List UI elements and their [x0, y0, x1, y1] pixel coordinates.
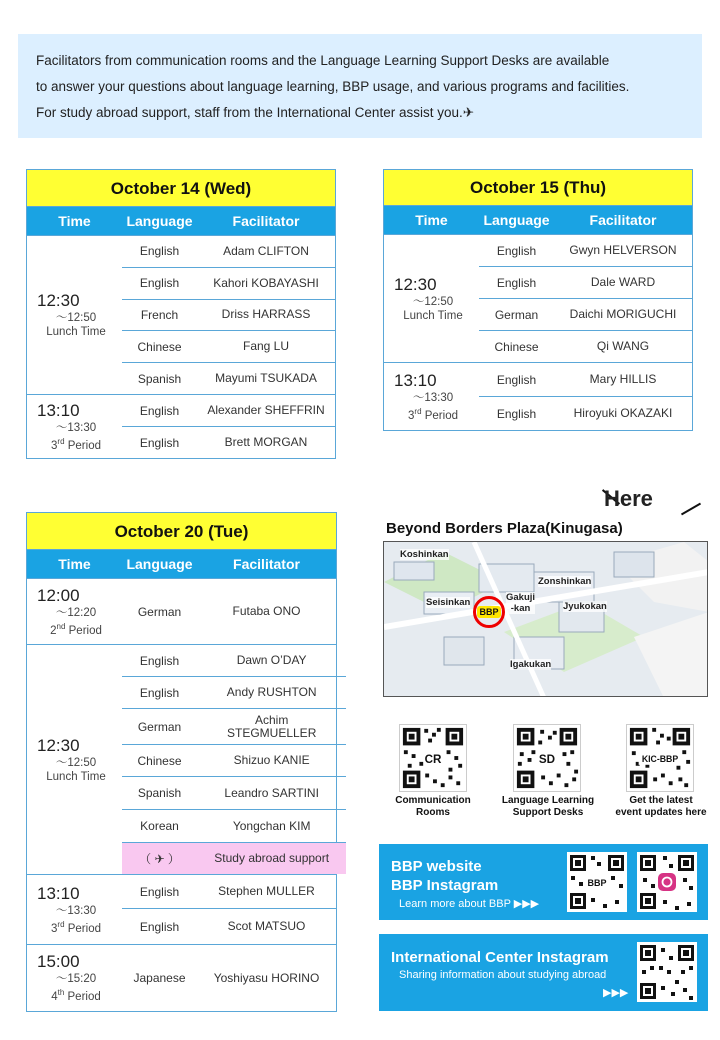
- period-suffix: rd: [414, 406, 422, 416]
- map-illustration: [384, 542, 708, 697]
- header-language: Language: [126, 213, 193, 229]
- qr-label-event-updates: Get the latest event updates here: [615, 795, 707, 818]
- time-slot: [27, 394, 335, 458]
- language-cell: Spanish: [137, 371, 182, 386]
- period-word: Period: [64, 990, 101, 1003]
- qr-code-communication-rooms[interactable]: [399, 724, 467, 792]
- study-abroad-row: [122, 843, 346, 874]
- instagram-icon: [658, 873, 676, 891]
- table-row: [479, 363, 692, 397]
- qr-code-bbp-website[interactable]: [567, 852, 627, 912]
- table-header: [384, 206, 692, 234]
- time-slot: [384, 234, 692, 362]
- slot-period: Lunch Time: [403, 309, 463, 322]
- language-cell: English: [496, 275, 537, 290]
- time-slot: [27, 578, 336, 644]
- qr-code-text: CR: [424, 752, 442, 766]
- table-row: [122, 268, 335, 300]
- slot-time: 13:10: [394, 370, 437, 390]
- period-number: 2: [50, 624, 57, 637]
- qr-code-text: BBP: [587, 878, 607, 888]
- bbp-banner[interactable]: [379, 844, 708, 920]
- slot-rows: [479, 363, 692, 430]
- time-slot: [27, 644, 336, 874]
- schedule-oct15: [383, 169, 693, 431]
- table-row: [479, 331, 692, 362]
- period-number: 3: [51, 439, 58, 452]
- language-cell: English: [139, 276, 180, 291]
- bbp-banner-sub: Learn more about BBP ▶▶▶: [399, 898, 540, 910]
- qr-label-support-desks: Language Learning Support Desks: [501, 795, 595, 818]
- facilitator-cell: Study abroad support: [214, 851, 330, 865]
- slot-rows: [122, 579, 336, 644]
- language-cell: Chinese: [494, 339, 539, 354]
- facilitator-cell: Mary HILLIS: [589, 372, 657, 386]
- slot-period: [37, 435, 115, 453]
- header-language: Language: [483, 212, 550, 228]
- table-row: [122, 427, 335, 458]
- language-cell: English: [139, 685, 180, 700]
- time-cell: [384, 363, 479, 430]
- table-row: [479, 397, 692, 430]
- period-suffix: rd: [57, 436, 65, 446]
- slot-until: ～12:20: [55, 606, 97, 619]
- table-row: [122, 363, 335, 394]
- slot-rows: [122, 875, 336, 944]
- facilitator-cell: Achim STEGMUELLER: [227, 712, 317, 740]
- table-row: [122, 810, 346, 843]
- header-facilitator: Facilitator: [589, 212, 657, 228]
- label-zonshinkan: Zonshinkan: [538, 576, 592, 587]
- label-igakukan: Igakukan: [510, 659, 552, 670]
- time-cell: [27, 945, 122, 1011]
- intro-box: [18, 34, 702, 138]
- intro-line-3: For study abroad support, staff from the International Center assist you.✈: [36, 105, 475, 120]
- time-slot: [27, 235, 335, 394]
- facilitator-cell: Fang LU: [242, 339, 290, 354]
- facilitator-cell: Driss HARRASS: [221, 307, 311, 322]
- facilitator-cell: Qi WANG: [596, 339, 650, 353]
- header-time: Time: [58, 556, 91, 572]
- facilitator-cell: Dale WARD: [590, 275, 656, 289]
- header-facilitator: Facilitator: [232, 213, 300, 229]
- slot-rows: [122, 645, 346, 874]
- facilitator-cell: Yoshiyasu HORINO: [213, 970, 320, 985]
- facilitator-cell: Brett MORGAN: [224, 435, 308, 449]
- table-row: [122, 677, 346, 709]
- qr-code-ic-instagram[interactable]: [637, 942, 697, 1002]
- bbp-instagram-title: BBP Instagram: [391, 877, 499, 894]
- table-row: [479, 299, 692, 331]
- header-time: Time: [415, 212, 448, 228]
- slot-time: 12:30: [394, 274, 437, 294]
- language-cell: Korean: [140, 819, 179, 833]
- qr-label-communication-rooms: Communication Rooms: [395, 795, 471, 818]
- table-row: [122, 300, 335, 332]
- period-word: Period: [65, 624, 102, 637]
- table-row: [479, 267, 692, 299]
- label-seisinkan: Seisinkan: [426, 597, 471, 608]
- language-cell: English: [139, 403, 180, 418]
- facilitator-cell: Alexander SHEFFRIN: [207, 403, 325, 417]
- table-row: [122, 875, 336, 909]
- time-slot: [27, 874, 336, 944]
- slot-until: ～13:30: [412, 391, 454, 404]
- bbp-marker-label: BBP: [479, 607, 499, 617]
- language-cell: German: [137, 719, 182, 734]
- table-row: [122, 331, 335, 363]
- time-cell: [384, 235, 479, 362]
- slot-until: ～12:50: [412, 295, 454, 308]
- slot-period: Lunch Time: [46, 770, 106, 783]
- facilitator-cell: Andy RUSHTON: [226, 685, 317, 699]
- slot-rows: [122, 945, 336, 1011]
- slot-time: 13:10: [37, 883, 80, 903]
- facilitator-cell: Adam CLIFTON: [223, 243, 309, 258]
- facilitator-cell: Stephen MULLER: [218, 884, 315, 898]
- language-cell: English: [496, 406, 537, 421]
- language-cell: Japanese: [133, 971, 186, 985]
- slot-rows: [479, 235, 692, 362]
- qr-code-event-updates[interactable]: [626, 724, 694, 792]
- facilitator-cell: Scot MATSUO: [227, 919, 306, 933]
- date-title: October 14 (Wed): [27, 170, 335, 207]
- label-jyukokan: Jyukokan: [563, 601, 607, 612]
- intro-line-1: Facilitators from communication rooms and the Language Learning Support Desks are available: [36, 53, 610, 68]
- table-row: [122, 945, 336, 1011]
- label-koshinkan: Koshinkan: [400, 549, 449, 560]
- qr-code-text: KIC-BBP: [641, 753, 679, 764]
- time-cell: [27, 875, 122, 944]
- period-suffix: th: [57, 988, 65, 998]
- table-row: [122, 395, 335, 427]
- period-number: 4: [51, 990, 58, 1003]
- language-cell: French: [140, 307, 179, 322]
- slot-until: ～13:30: [55, 904, 97, 917]
- time-cell: [27, 645, 122, 874]
- slot-period: [37, 620, 115, 638]
- language-cell: English: [139, 435, 180, 450]
- qr-code-text: SD: [538, 752, 556, 766]
- facilitator-cell: Daichi MORIGUCHI: [569, 307, 677, 321]
- plane-icon: （ ✈ ）: [139, 852, 180, 866]
- slot-period: [37, 986, 115, 1004]
- period-word: Period: [64, 439, 101, 452]
- table-row: [122, 579, 336, 644]
- date-title: October 20 (Tue): [27, 513, 336, 550]
- slot-period: [37, 918, 115, 936]
- language-cell: English: [139, 653, 180, 668]
- header-language: Language: [126, 556, 193, 572]
- bbp-website-title: BBP website: [391, 858, 482, 875]
- table-row: [479, 235, 692, 267]
- label-gakujikan: Gakuji -kan: [506, 592, 536, 614]
- slot-until: ～12:50: [55, 312, 97, 324]
- facilitator-cell: Leandro SARTINI: [224, 785, 319, 800]
- slot-until: ～15:20: [55, 973, 97, 986]
- language-cell: English: [496, 372, 537, 387]
- period-number: 3: [51, 922, 58, 935]
- table-row: [122, 709, 346, 745]
- language-cell: Chinese: [137, 339, 182, 354]
- time-slot: [384, 362, 692, 430]
- language-cell: German: [137, 604, 182, 619]
- schedule-oct20: [26, 512, 337, 1012]
- facilitator-cell: Dawn O’DAY: [236, 653, 307, 667]
- date-title: October 15 (Thu): [384, 170, 692, 206]
- slot-time: 15:00: [37, 952, 80, 972]
- map-title: Beyond Borders Plaza(Kinugasa): [386, 520, 623, 537]
- period-suffix: nd: [56, 621, 66, 631]
- facilitator-cell: Gwyn HELVERSON: [569, 243, 677, 257]
- international-center-banner[interactable]: [379, 934, 708, 1011]
- slot-period: [394, 405, 472, 423]
- slot-rows: [122, 236, 335, 394]
- schedule-oct14: [26, 169, 336, 459]
- campus-map: [383, 541, 708, 697]
- intro-line-2: to answer your questions about language learning, BBP usage, and various programs and facilities.: [36, 79, 630, 94]
- facilitator-cell: Shizuo KANIE: [233, 753, 310, 767]
- here-mark-right: [681, 503, 701, 516]
- facilitator-cell: Hiroyuki OKAZAKI: [573, 406, 673, 420]
- period-word: Period: [64, 922, 101, 935]
- table-header: [27, 207, 335, 235]
- slot-time: 12:30: [37, 291, 80, 310]
- language-cell: German: [494, 307, 539, 322]
- time-slot: [27, 944, 336, 1011]
- bbp-location-marker: [473, 596, 505, 628]
- language-cell: Chinese: [137, 753, 182, 768]
- table-row: [122, 909, 336, 944]
- facilitator-cell: Kahori KOBAYASHI: [213, 275, 319, 290]
- language-cell: English: [139, 244, 180, 259]
- slot-period: Lunch Time: [46, 326, 106, 338]
- period-number: 3: [408, 409, 415, 422]
- facilitator-cell: Futaba ONO: [232, 604, 301, 618]
- table-row: [122, 777, 346, 810]
- qr-code-support-desks[interactable]: [513, 724, 581, 792]
- language-cell: English: [496, 243, 537, 258]
- header-facilitator: Facilitator: [233, 556, 300, 572]
- facilitator-cell: Yongchan KIM: [232, 818, 311, 833]
- slot-time: 12:00: [37, 585, 80, 605]
- ic-instagram-title: International Center Instagram: [391, 949, 609, 966]
- slot-rows: [122, 395, 335, 458]
- ic-banner-arrows: ▶▶▶: [603, 987, 629, 999]
- time-cell: [27, 236, 122, 394]
- header-time: Time: [58, 213, 91, 229]
- time-cell: [27, 579, 122, 644]
- language-cell: Spanish: [137, 786, 182, 800]
- period-suffix: rd: [57, 919, 65, 929]
- language-cell: English: [139, 884, 180, 899]
- ic-banner-sub: Sharing information about studying abroad: [399, 969, 607, 981]
- facilitator-cell: Mayumi TSUKADA: [215, 371, 317, 386]
- time-cell: [27, 395, 122, 458]
- qr-code-bbp-instagram[interactable]: [637, 852, 697, 912]
- table-header: [27, 550, 336, 578]
- period-word: Period: [421, 409, 458, 422]
- table-row: [122, 645, 346, 677]
- table-row: [122, 745, 346, 777]
- slot-time: 13:10: [37, 400, 80, 420]
- slot-until: ～12:50: [55, 756, 97, 769]
- language-cell: English: [139, 919, 180, 934]
- slot-time: 12:30: [37, 735, 80, 755]
- slot-until: ～13:30: [55, 421, 97, 434]
- table-row: [122, 236, 335, 268]
- here-label: Here: [604, 486, 653, 511]
